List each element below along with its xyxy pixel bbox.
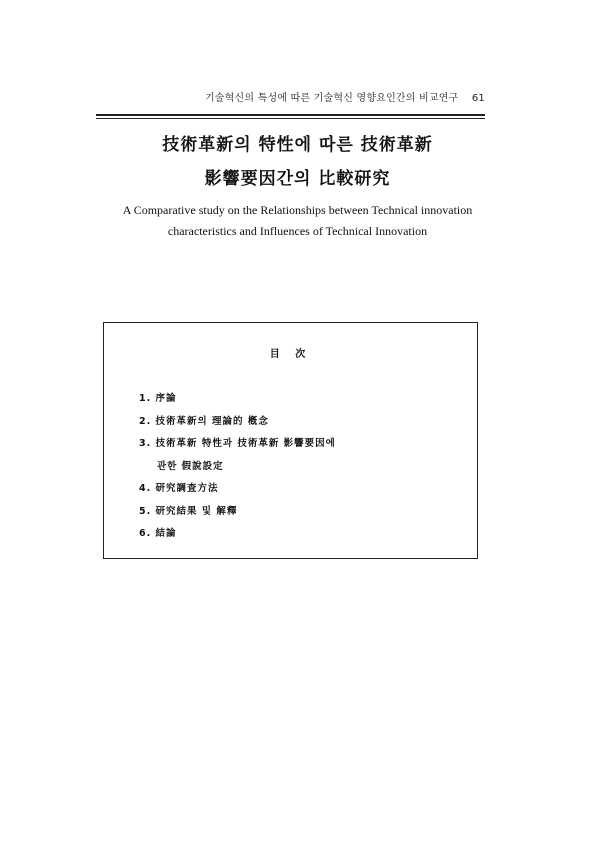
toc-item-1: 1. 序論 xyxy=(139,393,177,404)
paper-title xyxy=(0,135,595,189)
subtitle-line-2: characteristics and Influences of Technical Innovation xyxy=(167,224,428,238)
subtitle-line-1: A Comparative study on the Relationships between Technical innovation xyxy=(122,203,473,217)
toc-list xyxy=(139,388,336,546)
table-of-contents xyxy=(103,322,478,559)
title-line-1: 技術革新의 特性에 따른 技術革新 xyxy=(162,135,433,155)
toc-item-5: 5. 研究結果 및 解釋 xyxy=(139,505,238,517)
running-header xyxy=(205,89,485,104)
toc-item-3-continued: 관한 假說設定 xyxy=(157,460,224,472)
toc-item-6: 6. 結論 xyxy=(139,528,177,539)
toc-item-2: 2. 技術革新의 理論的 槪念 xyxy=(139,415,269,427)
toc-heading: 目 次 xyxy=(269,349,312,360)
toc-item-3: 3. 技術革新 特性과 技術革新 影響要因에 xyxy=(139,438,336,449)
page-number: 61 xyxy=(471,93,485,104)
title-line-2: 影響要因간의 比較研究 xyxy=(204,169,391,189)
header-rule-thin xyxy=(96,118,485,119)
header-rule-thick xyxy=(96,114,485,116)
running-title: 기술혁신의 특성에 따른 기술혁신 영향요인간의 비교연구 xyxy=(204,93,459,104)
english-subtitle xyxy=(0,200,595,242)
toc-item-4: 4. 研究調査方法 xyxy=(139,483,219,494)
